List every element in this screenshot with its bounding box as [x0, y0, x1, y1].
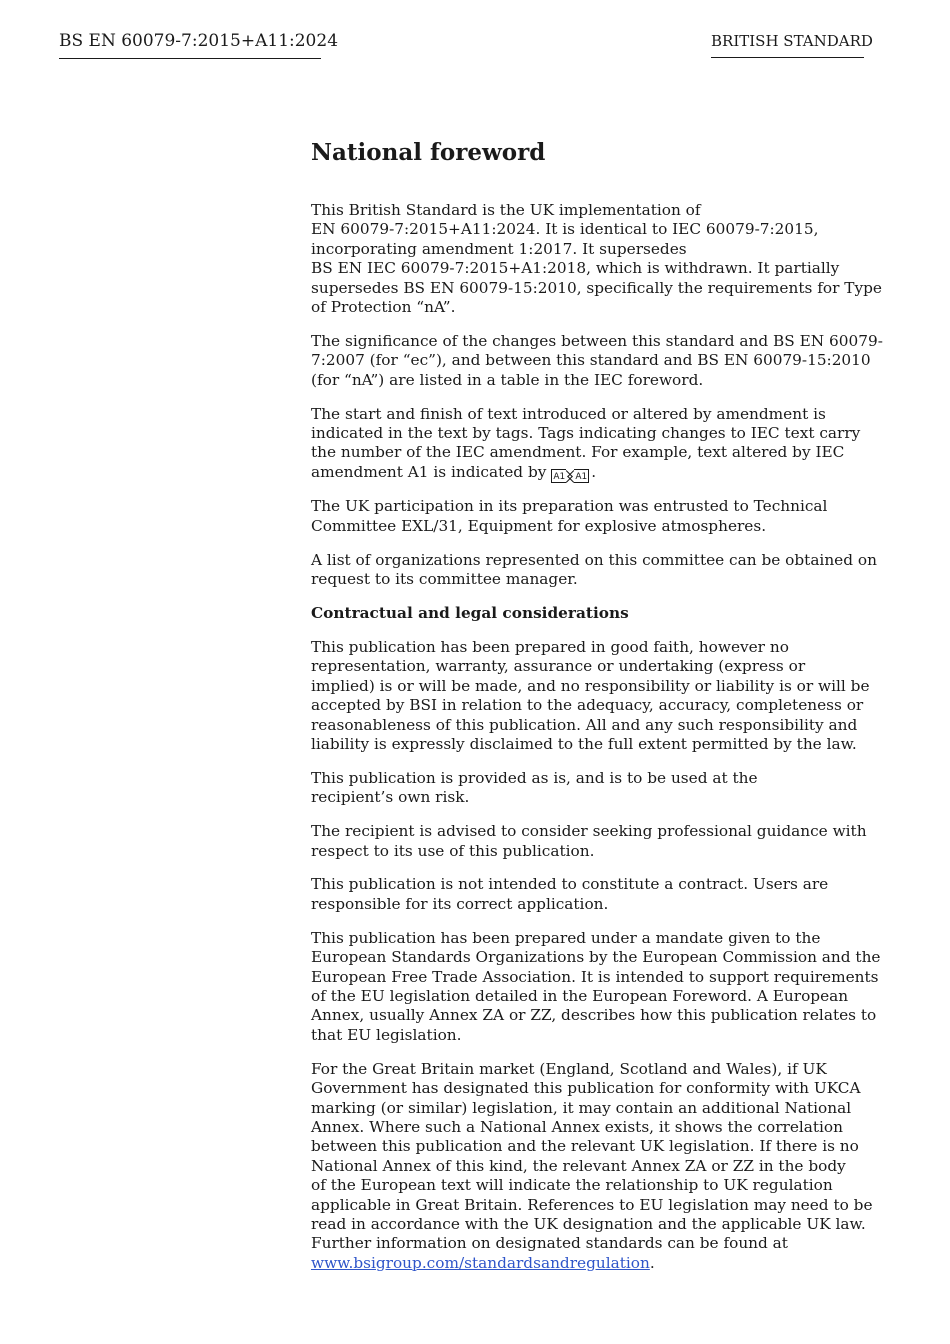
- paragraph-tags-last-suffix: .: [591, 462, 597, 481]
- page-title: National foreword: [311, 139, 546, 166]
- paragraph-mandate: This publication has been prepared under a mandate given to the European Standards Organizations by the European Commission and the European Free Trade Association. It is intended to support requirements of the EU legislation detailed in the European Foreword. A European Annex, usually Annex ZA or ZZ, describes how this publication relates to that EU legislation.: [311, 928, 881, 1044]
- amendment-end-tag-icon: A1: [574, 469, 589, 483]
- bsi-standards-link[interactable]: www.bsigroup.com/standardsandregulation: [311, 1253, 650, 1272]
- paragraph-gb-market-end: .: [649, 1253, 655, 1272]
- paragraph-professional-guidance: The recipient is advised to consider seeking professional guidance with respect to its use of this publication.: [311, 822, 867, 860]
- paragraph-gb-market: [311, 1059, 873, 1273]
- paragraph-participation: The UK participation in its preparation was entrusted to Technical Committee EXL/31, Equipment for explosive atmospheres.: [311, 497, 828, 535]
- paragraph-implementation: This British Standard is the UK implementation of EN 60079-7:2015+A11:2024. It is identical to IEC 60079-7:2015, incorporating amendment 1:2017. It supersedes BS EN IEC 60079-7:2015+A1:2018, which is withdrawn. It partially supersedes BS EN 60079-15:2010, specifically the requirements for Type of Protection “nA”.: [311, 201, 882, 317]
- paragraph-as-is: This publication is provided as is, and is to be used at the recipient’s own risk.: [311, 768, 758, 807]
- header-doc-id: BS EN 60079-7:2015+A11:2024: [59, 31, 321, 59]
- paragraph-significance: The significance of the changes between this standard and BS EN 60079- 7:2007 (for “ec”), and between this standard and BS EN 60079-15:2010 (for “nA”) are listed in a table in the IEC foreword.: [311, 331, 883, 389]
- paragraph-tags-lines: The start and finish of text introduced or altered by amendment is indicated in the text by tags. Tags indicating changes to IEC text carry the number of the IEC amendment. For example, text altered by IEC: [311, 404, 861, 462]
- foreword-content: [311, 139, 883, 1288]
- paragraph-tags: [311, 405, 864, 483]
- subheading-contractual: Contractual and legal considerations: [311, 604, 629, 622]
- paragraph-tags-last-prefix: amendment A1 is indicated by: [311, 462, 552, 481]
- header-series: BRITISH STANDARD: [711, 32, 864, 58]
- paragraph-committee-list: A list of organizations represented on this committee can be obtained on request to its committee manager.: [311, 550, 877, 589]
- amendment-start-tag-icon: A1: [551, 469, 566, 483]
- paragraph-gb-market-lines: For the Great Britain market (England, Scotland and Wales), if UK Government has designated this publication for conformity with UKCA marking (or similar) legislation, it may contain an additional National Annex. Where such a National Annex exists, it shows the correlation between this publication and the relevant UK legislation. If there is no National Annex of this kind, the relevant Annex ZA or ZZ in the body of the European text will indicate the relationship to UK regulation applicable in Great Britain. References to EU legislation may need to be read in accordance with the UK designation and the applicable UK law. Further information on designated standards can be found at: [311, 1059, 873, 1253]
- paragraph-not-contract: This publication is not intended to constitute a contract. Users are responsible for its correct application.: [311, 875, 829, 913]
- paragraph-good-faith: This publication has been prepared in good faith, however no representation, warranty, assurance or undertaking (express or implied) is or will be made, and no responsibility or liability is or will be accepted by BSI in relation to the adequacy, accuracy, completeness or reasonableness of this publication. All and any such responsibility and liability is expressly disclaimed to the full extent permitted by the law.: [311, 637, 870, 753]
